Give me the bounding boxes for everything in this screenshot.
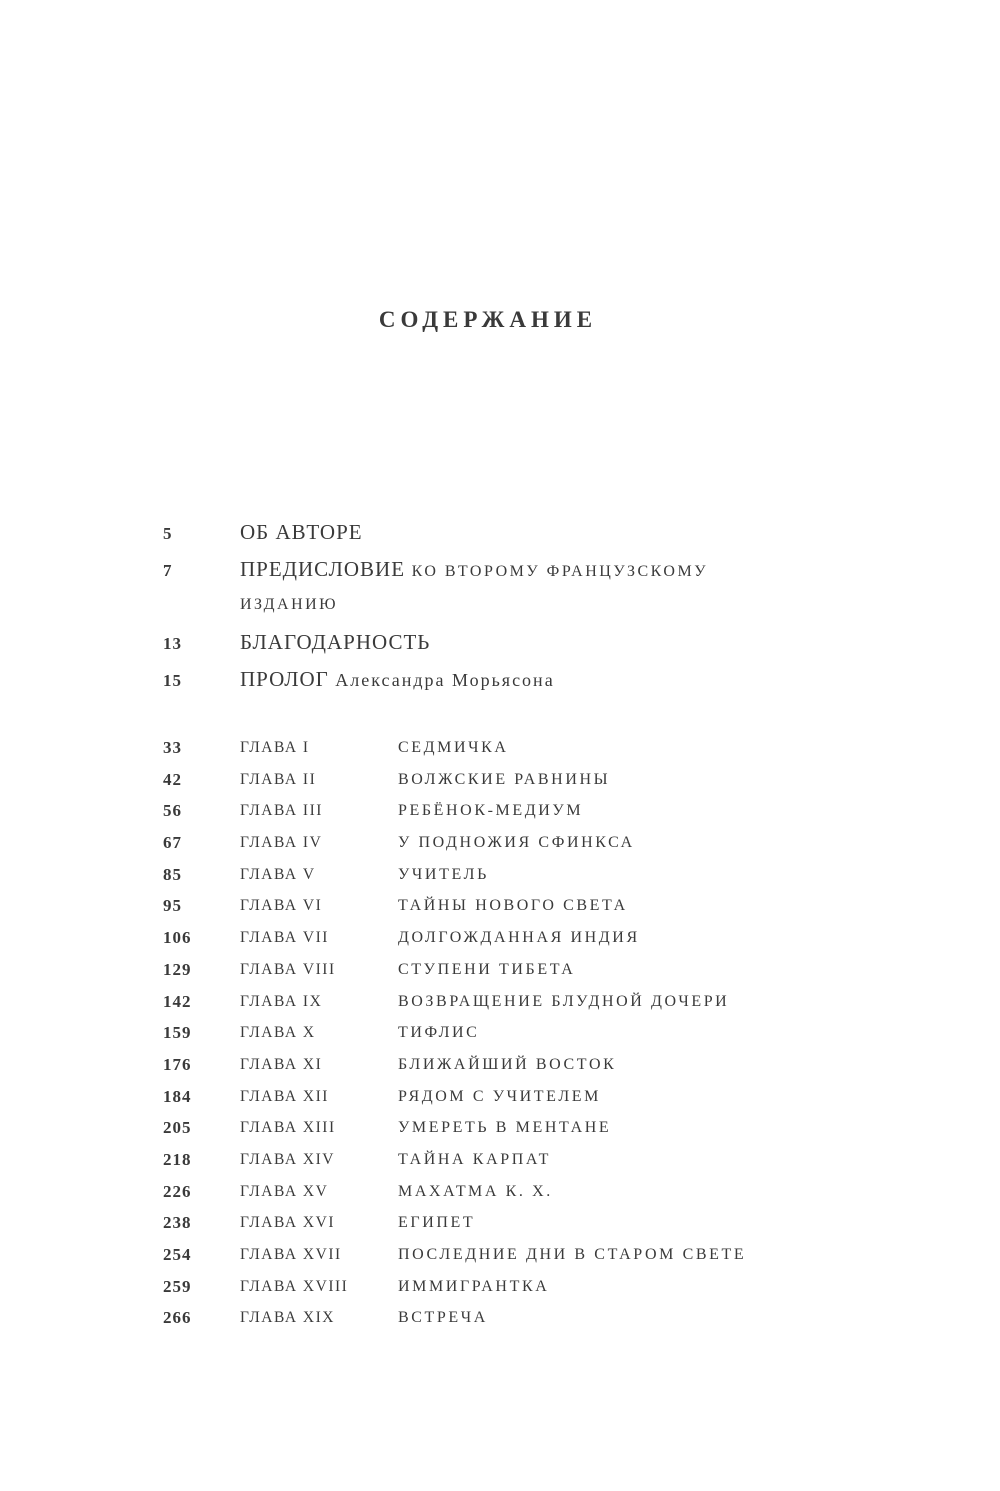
chapter-entry[interactable]: [163, 922, 863, 954]
chapter-label: ГЛАВА III: [240, 802, 323, 820]
chapter-label: ГЛАВА XIII: [240, 1119, 336, 1137]
page-number: 142: [163, 991, 192, 1011]
entry-title-line2: ИЗДАНИЮ: [240, 596, 339, 613]
entry-title: БЛАГОДАРНОСТЬ: [240, 630, 431, 654]
chapter-label: ГЛАВА XVI: [240, 1214, 335, 1232]
front-matter-list: [163, 517, 863, 702]
toc-entry-about-author[interactable]: [163, 517, 863, 547]
chapter-entry[interactable]: [163, 1112, 863, 1144]
chapter-label: ГЛАВА XII: [240, 1087, 329, 1105]
chapter-label: ГЛАВА II: [240, 770, 317, 788]
chapter-title: СТУПЕНИ ТИБЕТА: [398, 960, 576, 978]
page-number: 176: [163, 1054, 192, 1074]
chapter-title: ВСТРЕЧА: [398, 1309, 488, 1327]
chapter-label: ГЛАВА XIX: [240, 1309, 335, 1327]
chapter-title: У ПОДНОЖИЯ СФИНКСА: [398, 834, 635, 852]
chapter-title: ТАЙНА КАРПАТ: [398, 1150, 551, 1168]
page-number: 226: [163, 1181, 192, 1201]
chapter-label: ГЛАВА VI: [240, 897, 323, 915]
entry-title-main: ПРОЛОГ: [240, 667, 329, 691]
page-number: 254: [163, 1245, 192, 1264]
chapter-label: ГЛАВА XV: [240, 1182, 329, 1200]
page-number: 159: [163, 1023, 192, 1043]
chapter-label: ГЛАВА X: [240, 1024, 316, 1042]
page-number: 85: [163, 864, 182, 884]
page-number: 205: [163, 1118, 192, 1138]
page-number: 5: [163, 524, 173, 543]
chapter-entry[interactable]: [163, 1207, 863, 1239]
chapter-entry[interactable]: [163, 986, 863, 1018]
chapter-label: ГЛАВА XVII: [240, 1246, 342, 1263]
toc-entry-acknowledgements[interactable]: [163, 627, 863, 657]
chapter-title: ДОЛГОЖДАННАЯ ИНДИЯ: [398, 929, 640, 947]
chapter-label: ГЛАВА V: [240, 865, 316, 883]
page-number: 218: [163, 1149, 192, 1169]
page-number: 7: [163, 561, 173, 580]
page-number: 67: [163, 833, 182, 853]
chapter-title: ИММИГРАНТКА: [398, 1277, 550, 1295]
entry-title-main: ПРЕДИСЛОВИЕ: [240, 557, 406, 581]
chapter-entry[interactable]: [163, 1176, 863, 1208]
chapter-entry[interactable]: [163, 1302, 863, 1334]
page-number: 33: [163, 738, 182, 757]
page-title: СОДЕРЖАНИЕ: [378, 307, 598, 332]
chapter-title: ВОЗВРАЩЕНИЕ БЛУДНОЙ ДОЧЕРИ: [398, 992, 730, 1010]
page-number: 259: [163, 1276, 192, 1296]
chapter-title: МАХАТМА К. Х.: [398, 1182, 553, 1200]
chapter-title: БЛИЖАЙШИЙ ВОСТОК: [398, 1055, 617, 1073]
toc-entry-prologue[interactable]: [163, 664, 863, 695]
chapter-entry[interactable]: [163, 1271, 863, 1303]
chapter-entry[interactable]: [163, 764, 863, 796]
chapter-entry[interactable]: [163, 890, 863, 922]
chapter-label: ГЛАВА I: [240, 739, 310, 756]
chapter-title: ВОЛЖСКИЕ РАВНИНЫ: [398, 770, 611, 788]
chapter-title: ТИФЛИС: [398, 1024, 480, 1042]
entry-title: [240, 664, 863, 695]
chapter-label: ГЛАВА IX: [240, 992, 323, 1010]
chapter-entry[interactable]: [163, 859, 863, 891]
entry-title: ОБ АВТОРЕ: [240, 520, 363, 544]
chapter-entry[interactable]: [163, 795, 863, 827]
chapter-label: ГЛАВА XIV: [240, 1150, 335, 1168]
chapter-title: СЕДМИЧКА: [398, 739, 509, 756]
page-number: 266: [163, 1308, 192, 1328]
chapter-label: ГЛАВА XI: [240, 1055, 323, 1073]
page-number: 95: [163, 896, 182, 916]
entry-title-rest: Александра Морьясона: [328, 670, 555, 690]
chapter-title: УМЕРЕТЬ В МЕНТАНЕ: [398, 1119, 612, 1137]
chapter-title: РЯДОМ С УЧИТЕЛЕМ: [398, 1087, 601, 1105]
page-number: 129: [163, 959, 192, 979]
chapter-entry[interactable]: [163, 827, 863, 859]
page-number: 13: [163, 634, 182, 653]
chapter-title: УЧИТЕЛЬ: [398, 865, 489, 883]
page-number: 42: [163, 769, 182, 789]
page-number: 15: [163, 671, 182, 690]
chapter-entry[interactable]: [163, 1017, 863, 1049]
toc-entry-preface[interactable]: [163, 554, 863, 620]
chapter-label: ГЛАВА VII: [240, 929, 329, 947]
page-number: 238: [163, 1213, 192, 1233]
chapter-entry[interactable]: [163, 1239, 863, 1271]
chapter-entry[interactable]: [163, 954, 863, 986]
page-number: 106: [163, 928, 192, 948]
chapter-label: ГЛАВА IV: [240, 834, 323, 852]
chapter-entry[interactable]: [163, 1144, 863, 1176]
chapter-title: РЕБЁНОК-МЕДИУМ: [398, 802, 584, 820]
chapter-label: ГЛАВА XVIII: [240, 1277, 349, 1295]
chapter-title: ПОСЛЕДНИЕ ДНИ В СТАРОМ СВЕТЕ: [398, 1246, 747, 1263]
entry-title-rest: КО ВТОРОМУ ФРАНЦУЗСКОМУ: [405, 563, 709, 580]
chapter-entry[interactable]: [163, 1081, 863, 1113]
chapter-title: ТАЙНЫ НОВОГО СВЕТА: [398, 897, 628, 915]
page-number: 184: [163, 1086, 192, 1106]
chapter-list: [163, 732, 863, 1334]
chapter-title: ЕГИПЕТ: [398, 1214, 476, 1232]
entry-title: [240, 554, 863, 620]
chapter-label: ГЛАВА VIII: [240, 960, 336, 978]
chapter-entry[interactable]: [163, 732, 863, 764]
page-number: 56: [163, 801, 182, 821]
chapter-entry[interactable]: [163, 1049, 863, 1081]
